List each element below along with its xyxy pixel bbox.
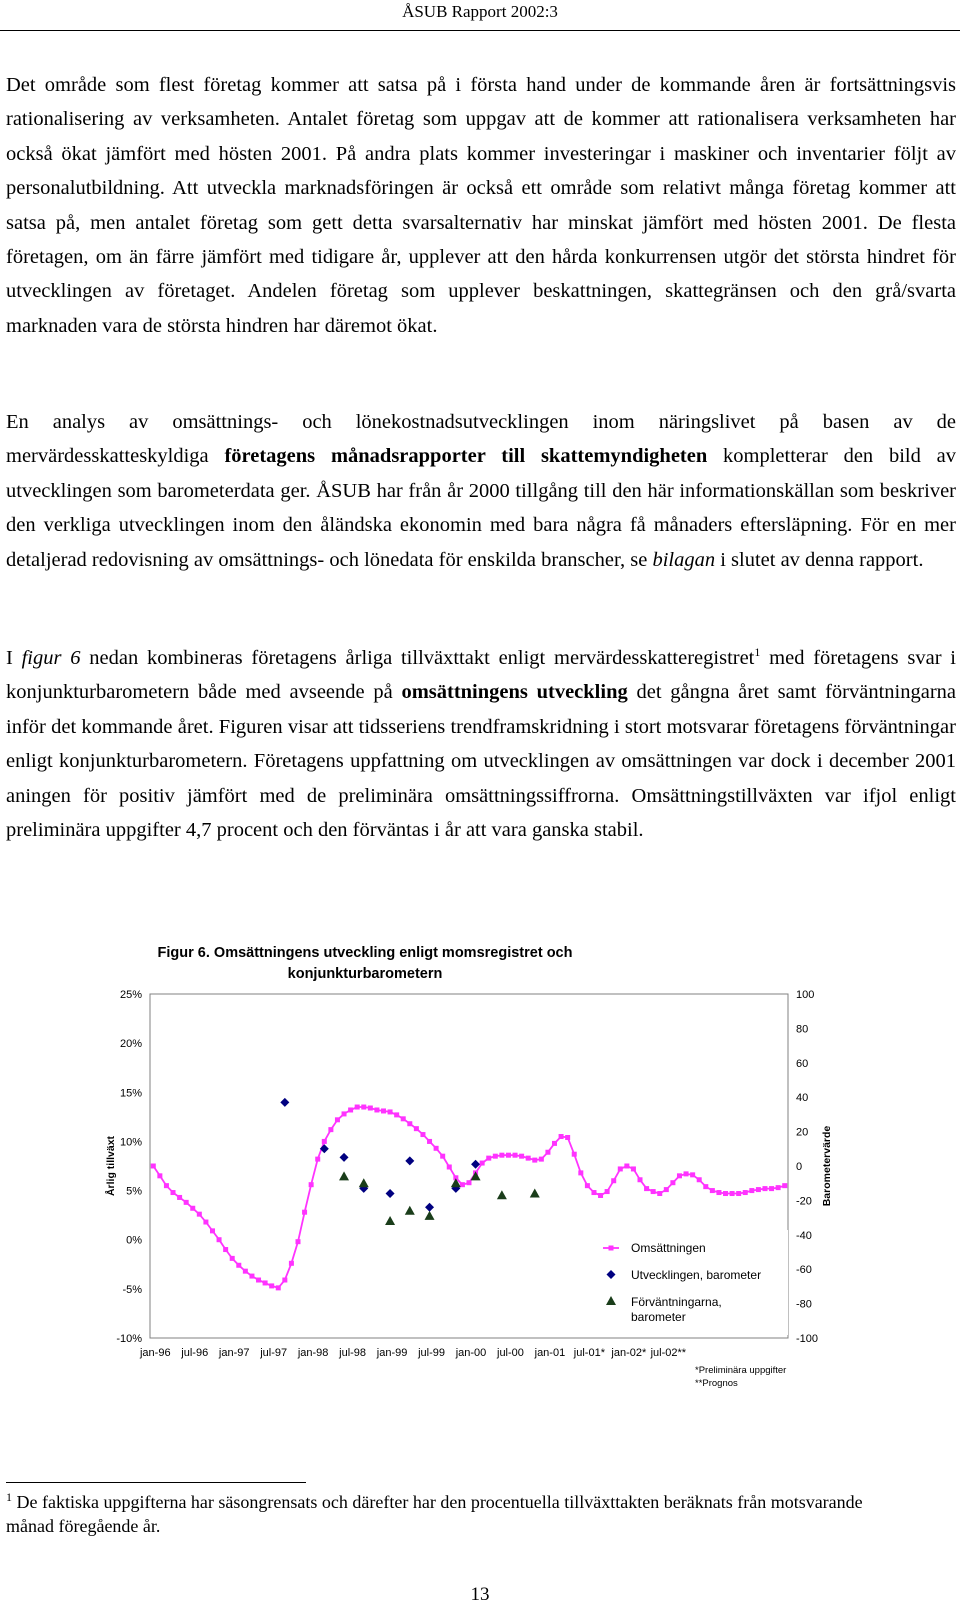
paragraph-3-text-f: det gångna året samt förväntningarna inför det kommande året. Figuren visar att tidsseriens trendframskridning i stort motsvarar företagens förväntningar enligt konjunkturbarometern. Företagens uppfattning om utvecklingen av omsättningen var dock i december 2001 aningen för positiv jämfört med de preliminära omsättningssiffrorna. Omsättningstillväxten var ifjol enligt preliminära uppgifter 4,7 procent och den förväntas i år att vara ganska stabil. (6, 681, 956, 842)
point-omsattningen (697, 1177, 702, 1182)
point-omsattningen (420, 1132, 425, 1137)
paragraph-3-italic: figur 6 (21, 647, 81, 669)
footnote-marker: 1 (6, 1490, 12, 1504)
x-tick-label: jul-01* (573, 1347, 605, 1359)
point-omsattningen (414, 1126, 419, 1131)
point-omsattningen (756, 1187, 761, 1192)
y-right-tick-label: -100 (796, 1333, 819, 1345)
point-utvecklingen-barometer (280, 1098, 289, 1107)
x-tick-label: jul-97 (260, 1347, 288, 1359)
point-omsattningen (638, 1177, 643, 1182)
point-omsattningen (467, 1180, 472, 1185)
y-left-tick-label: 5% (126, 1185, 142, 1198)
point-omsattningen (598, 1193, 603, 1198)
point-omsattningen (407, 1121, 412, 1126)
point-omsattningen (572, 1152, 577, 1157)
point-forvantningarna-barometer (339, 1171, 349, 1180)
point-omsattningen (539, 1157, 544, 1162)
x-tick-label: jan-00 (455, 1347, 487, 1359)
point-omsattningen (309, 1182, 314, 1187)
point-forvantningarna-barometer (425, 1211, 435, 1220)
paragraph-3-text-d: med företagens svar i konjunkturbarometern både med avseende på (6, 647, 956, 704)
footnote-reference: 1 (754, 645, 761, 660)
page-number: 13 (470, 1584, 490, 1605)
point-omsattningen (236, 1263, 241, 1268)
y-right-tick-label: 60 (796, 1057, 809, 1070)
footnote (6, 1490, 906, 1538)
point-omsattningen (203, 1220, 208, 1225)
y-right-tick-label: 80 (796, 1023, 809, 1036)
header-divider (0, 30, 960, 31)
paragraph-2-text-a: En analys av omsättnings- och lönekostnadsutvecklingen inom näringslivet på basen av de mervärdesskatteskyldiga (6, 411, 956, 468)
point-omsattningen (342, 1111, 347, 1116)
point-omsattningen (631, 1166, 636, 1171)
point-omsattningen (243, 1269, 248, 1274)
point-omsattningen (480, 1161, 485, 1166)
y-right-tick-label: -20 (796, 1195, 812, 1208)
point-omsattningen (368, 1106, 373, 1111)
x-tick-label: jul-96 (181, 1347, 209, 1359)
x-tick-label: jul-02** (650, 1347, 687, 1359)
point-omsattningen (269, 1283, 274, 1288)
point-utvecklingen-barometer (340, 1153, 349, 1162)
point-utvecklingen-barometer (405, 1156, 414, 1165)
point-omsattningen (388, 1109, 393, 1114)
point-omsattningen (361, 1105, 366, 1110)
point-omsattningen (190, 1206, 195, 1211)
point-omsattningen (374, 1107, 379, 1112)
y-left-tick-label: -10% (116, 1333, 142, 1345)
point-omsattningen (276, 1285, 281, 1290)
y-right-tick-label: 20 (796, 1126, 809, 1139)
point-omsattningen (177, 1195, 182, 1200)
point-omsattningen (664, 1187, 669, 1192)
figure-6-chart (100, 940, 840, 1389)
y-right-tick-label: -40 (796, 1229, 812, 1242)
point-omsattningen (315, 1157, 320, 1162)
point-omsattningen (545, 1150, 550, 1155)
legend-label-forvantningarna-line-2: barometer (631, 1310, 686, 1324)
chart-title-line-2: konjunkturbarometern (287, 966, 443, 982)
point-omsattningen (151, 1164, 156, 1169)
point-omsattningen (657, 1191, 662, 1196)
legend-label-omsattningen: Omsättningen (631, 1241, 706, 1255)
point-omsattningen (513, 1153, 518, 1158)
point-omsattningen (762, 1186, 767, 1191)
point-omsattningen (322, 1139, 327, 1144)
point-omsattningen (782, 1183, 787, 1188)
point-omsattningen (289, 1261, 294, 1266)
point-omsattningen (730, 1191, 735, 1196)
point-omsattningen (171, 1190, 176, 1195)
footnote-text: De faktiska uppgifterna har säsongrensats och därefter har den procentuella tillväxttakten beräknats från motsvarande månad föregående år. (6, 1492, 863, 1536)
point-omsattningen (335, 1117, 340, 1122)
point-omsattningen (493, 1154, 498, 1159)
point-omsattningen (381, 1108, 386, 1113)
point-omsattningen (427, 1139, 432, 1144)
point-omsattningen (670, 1180, 675, 1185)
point-omsattningen (559, 1134, 564, 1139)
legend-label-forvantningarna: Förväntningarna, (631, 1295, 722, 1309)
y-left-tick-label: 0% (126, 1234, 142, 1247)
point-omsattningen (519, 1154, 524, 1159)
paragraph-3 (6, 641, 956, 847)
point-omsattningen (506, 1153, 511, 1158)
point-omsattningen (749, 1188, 754, 1193)
point-omsattningen (723, 1191, 728, 1196)
point-forvantningarna-barometer (405, 1206, 415, 1215)
point-omsattningen (618, 1166, 623, 1171)
point-omsattningen (526, 1156, 531, 1161)
point-omsattningen (355, 1105, 360, 1110)
point-omsattningen (703, 1184, 708, 1189)
paragraph-1: Det område som flest företag kommer att satsa på i första hand under de kommande åren är fortsättningsvis rationalisering av verksamheten. Antalet företag som uppgav att de kommer att rationalisera verksamheten har också ökat jämfört med hösten 2001. På andra plats kommer investeringar i maskiner och inventarier följt av personalutbildning. Att utveckla marknadsföringen är också ett område som relativt många företag kommer att satsa på, men antalet företag som gett detta svarsalternativ har minskat jämfört med hösten 2001. De flesta företagen, om än färre jämfört med tidigare år, upplever att den hårda konkurrensen utgör det största hindret för utvecklingen av företaget. Andelen företag som upplever beskattningen, skattegränsen och den grå/svarta marknaden vara de största hindren har däremot ökat. (6, 74, 956, 337)
point-omsattningen (651, 1189, 656, 1194)
point-omsattningen (328, 1127, 333, 1132)
x-tick-label: jan-97 (218, 1347, 250, 1359)
point-omsattningen (605, 1189, 610, 1194)
point-omsattningen (552, 1141, 557, 1146)
chart-note: **Prognos (695, 1378, 738, 1389)
y-right-tick-label: 100 (796, 989, 815, 1001)
chart-note: *Preliminära uppgifter (695, 1365, 787, 1376)
point-omsattningen (565, 1135, 570, 1140)
point-omsattningen (532, 1158, 537, 1163)
point-omsattningen (434, 1146, 439, 1151)
point-forvantningarna-barometer (385, 1216, 395, 1225)
x-tick-label: jan-96 (139, 1347, 171, 1359)
point-omsattningen (302, 1210, 307, 1215)
point-omsattningen (578, 1170, 583, 1175)
paragraph-2-italic: bilagan (652, 548, 716, 571)
point-omsattningen (348, 1107, 353, 1112)
legend-marker-omsattningen (609, 1246, 614, 1251)
footnote-divider (6, 1482, 306, 1483)
point-omsattningen (585, 1183, 590, 1188)
point-omsattningen (743, 1190, 748, 1195)
y-left-axis-title: Årlig tillväxt (105, 1135, 117, 1197)
point-forvantningarna-barometer (497, 1190, 507, 1199)
y-left-tick-label: 10% (119, 1136, 142, 1149)
point-omsattningen (460, 1182, 465, 1187)
point-omsattningen (197, 1212, 202, 1217)
report-header: ÅSUB Rapport 2002:3 (402, 2, 558, 21)
point-omsattningen (677, 1173, 682, 1178)
point-forvantningarna-barometer (471, 1171, 481, 1180)
point-omsattningen (486, 1156, 491, 1161)
point-omsattningen (611, 1178, 616, 1183)
paragraph-3-text-c: nedan kombineras företagens årliga tillväxttakt enligt mervärdesskatteregistret (80, 647, 755, 669)
chart-title: Figur 6. Omsättningens utveckling enligt momsregistret och (157, 945, 573, 961)
point-omsattningen (690, 1172, 695, 1177)
point-omsattningen (736, 1191, 741, 1196)
y-left-tick-label: 25% (119, 989, 142, 1001)
y-left-tick-label: 20% (119, 1038, 142, 1051)
point-omsattningen (499, 1153, 504, 1158)
y-right-axis-title: Barometervärde (821, 1125, 833, 1207)
point-omsattningen (440, 1154, 445, 1159)
paragraph-2 (6, 405, 956, 577)
point-omsattningen (776, 1185, 781, 1190)
paragraph-2-bold: företagens månadsrapporter till skattemyndigheten (224, 445, 708, 468)
paragraph-2-text-e: i slutet av denna rapport. (715, 548, 924, 571)
y-right-tick-label: -80 (796, 1298, 812, 1311)
y-left-tick-label: 15% (119, 1087, 142, 1100)
point-omsattningen (223, 1247, 228, 1252)
point-omsattningen (217, 1237, 222, 1242)
point-forvantningarna-barometer (530, 1189, 540, 1198)
x-tick-label: jan-02* (611, 1347, 647, 1359)
point-omsattningen (624, 1164, 629, 1169)
point-omsattningen (295, 1239, 300, 1244)
point-omsattningen (591, 1190, 596, 1195)
point-utvecklingen-barometer (425, 1203, 434, 1212)
paragraph-3-bold: omsättningens utveckling (401, 681, 628, 704)
y-left-tick-label: -5% (122, 1283, 142, 1296)
x-tick-label: jul-98 (339, 1347, 367, 1359)
point-omsattningen (230, 1256, 235, 1261)
point-omsattningen (157, 1173, 162, 1178)
y-right-tick-label: 0 (796, 1161, 803, 1173)
point-omsattningen (210, 1228, 215, 1233)
x-tick-label: jan-99 (376, 1347, 408, 1359)
legend-label-utvecklingen: Utvecklingen, barometer (631, 1268, 762, 1282)
point-omsattningen (710, 1188, 715, 1193)
point-omsattningen (282, 1278, 287, 1283)
point-omsattningen (769, 1186, 774, 1191)
x-tick-label: jan-98 (297, 1347, 329, 1359)
point-omsattningen (401, 1116, 406, 1121)
paragraph-2-text-c: kompletterar den bild av utvecklingen som barometerdata ger. ÅSUB har från år 2000 tillgång till den här informationskällan som beskriver den verkliga utvecklingen inom den åländska ekonomin med bara några få månaders eftersläpning. För en mer detaljerad redovisning av omsättnings- och lönedata för enskilda branscher, se (6, 445, 956, 571)
point-omsattningen (684, 1171, 689, 1176)
y-right-tick-label: 40 (796, 1092, 809, 1105)
point-omsattningen (394, 1112, 399, 1117)
point-omsattningen (447, 1164, 452, 1169)
point-omsattningen (716, 1190, 721, 1195)
x-tick-label: jul-00 (497, 1347, 524, 1359)
point-omsattningen (184, 1200, 189, 1205)
point-omsattningen (263, 1280, 268, 1285)
point-omsattningen (249, 1274, 254, 1279)
y-right-tick-label: -60 (796, 1264, 812, 1277)
point-omsattningen (256, 1278, 261, 1283)
x-tick-label: jul-99 (418, 1347, 445, 1359)
point-omsattningen (644, 1186, 649, 1191)
point-forvantningarna-barometer (359, 1178, 369, 1187)
point-utvecklingen-barometer (386, 1189, 395, 1198)
point-omsattningen (164, 1183, 169, 1188)
paragraph-3-text-a: I (6, 647, 22, 669)
x-tick-label: jan-01 (534, 1347, 566, 1359)
